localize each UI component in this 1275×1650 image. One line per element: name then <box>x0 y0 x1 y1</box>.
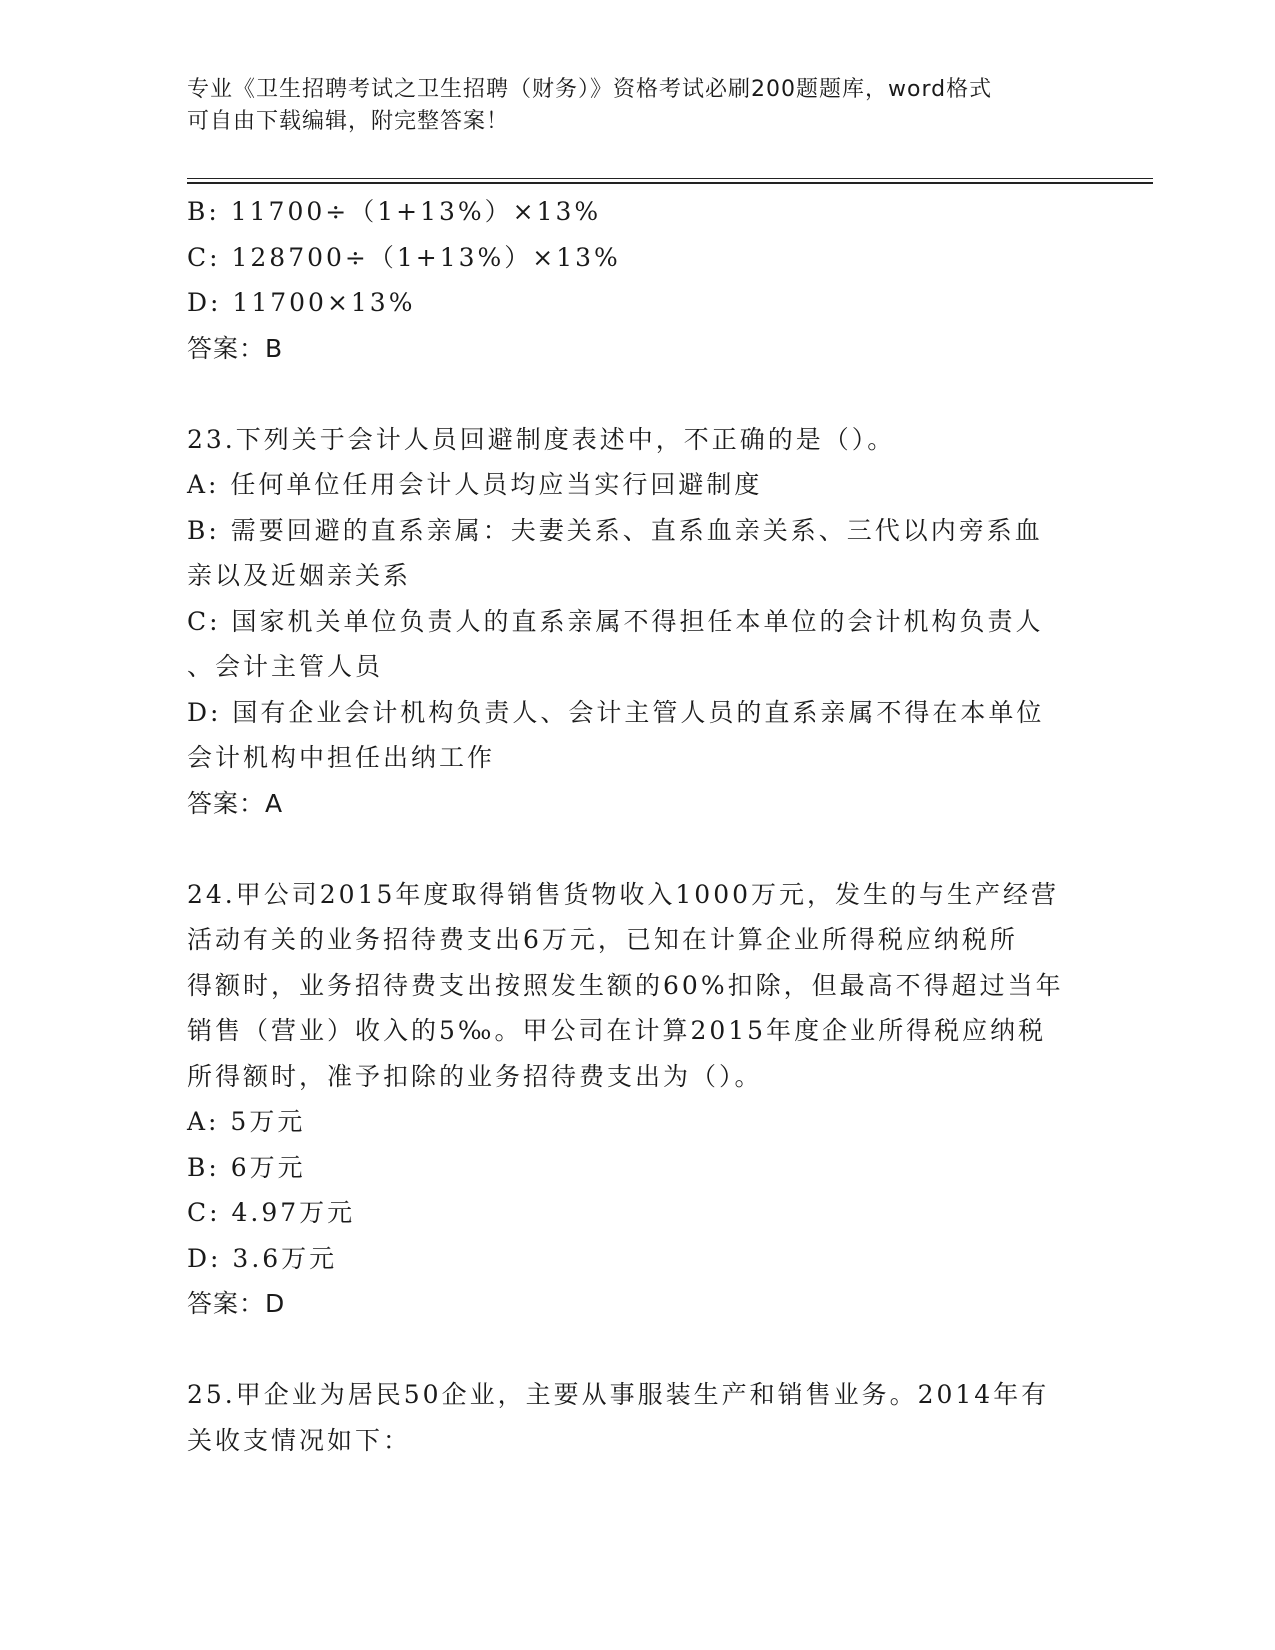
question-text-line: 24.甲公司2015年度取得销售货物收入1000万元，发生的与生产经营 <box>187 879 1060 909</box>
question-25 <box>187 1372 1077 1463</box>
question-text-line: 销售（营业）收入的5‰。甲公司在计算2015年度企业所得税应纳税 <box>187 1016 1047 1045</box>
answer: 答案：B <box>187 333 284 363</box>
option-d: D: 11700×13% <box>187 288 416 317</box>
page-header <box>187 74 1067 138</box>
option-c: C: 国家机关单位负责人的直系亲属不得担任本单位的会计机构负责人 <box>187 606 1044 636</box>
question-text-line: 关收支情况如下： <box>187 1425 412 1455</box>
spacer <box>187 1327 1077 1373</box>
option-a: A: 5万元 <box>187 1107 306 1136</box>
question-text-line: 得额时，业务招待费支出按照发生额的60%扣除，但最高不得超过当年 <box>187 970 1064 1000</box>
question-24 <box>187 872 1077 1327</box>
option-c-continued: 、会计主管人员 <box>187 652 384 681</box>
question-text-line: 所得额时，准予扣除的业务招待费支出为（）。 <box>187 1061 763 1091</box>
option-c: C: 4.97万元 <box>187 1198 356 1227</box>
answer: 答案：A <box>187 788 284 818</box>
question-22 <box>187 189 1077 371</box>
option-c: C: 128700÷（1+13%）×13% <box>187 242 621 272</box>
question-text-line: 活动有关的业务招待费支出6万元，已知在计算企业所得税应纳税所 <box>187 925 1018 954</box>
answer: 答案：D <box>187 1289 286 1318</box>
option-d: D: 3.6万元 <box>187 1243 338 1273</box>
question-text: 23.下列关于会计人员回避制度表述中，不正确的是（）。 <box>187 424 896 454</box>
question-content <box>187 189 1077 1463</box>
spacer <box>187 826 1077 872</box>
option-d: D: 国有企业会计机构负责人、会计主管人员的直系亲属不得在本单位 <box>187 697 1045 727</box>
header-divider-thin <box>187 178 1153 179</box>
option-b: B: 11700÷（1+13%）×13% <box>187 197 602 226</box>
option-a: A: 任何单位任用会计人员均应当实行回避制度 <box>187 470 763 499</box>
option-b-continued: 亲以及近姻亲关系 <box>187 561 412 590</box>
option-b: B: 需要回避的直系亲属：夫妻关系、直系血亲关系、三代以内旁系血 <box>187 515 1043 545</box>
header-divider-thick <box>187 182 1153 184</box>
header-line-2: 可自由下载编辑，附完整答案！ <box>187 109 510 134</box>
header-line-1: 专业《卫生招聘考试之卫生招聘（财务）》资格考试必刷200题题库，word格式 <box>187 77 993 102</box>
question-text-line: 25.甲企业为居民50企业，主要从事服装生产和销售业务。2014年有 <box>187 1380 1050 1409</box>
question-23 <box>187 417 1077 827</box>
option-b: B: 6万元 <box>187 1152 306 1182</box>
spacer <box>187 371 1077 417</box>
option-d-continued: 会计机构中担任出纳工作 <box>187 743 496 772</box>
